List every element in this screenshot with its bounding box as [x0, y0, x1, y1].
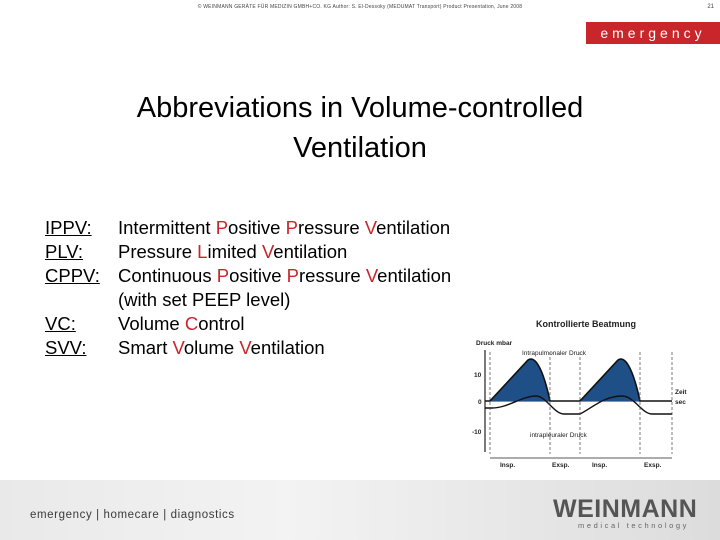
- highlighted-initial: P: [215, 217, 229, 238]
- abbreviation-row: [45, 216, 451, 240]
- time-axis-label: Zeit: [675, 389, 687, 396]
- abbreviation-definition: [118, 240, 347, 264]
- highlighted-initial: P: [286, 265, 299, 286]
- abbreviation-row: [45, 264, 451, 288]
- abbreviation-definition: [118, 264, 451, 288]
- slide-title: [60, 88, 660, 168]
- definition-text: Volume: [118, 313, 185, 334]
- abbreviation-definition: [118, 336, 325, 360]
- phase-label: Exsp.: [552, 462, 570, 469]
- definition-text: ositive: [228, 217, 286, 238]
- phase-label: Insp.: [592, 462, 608, 469]
- curve-label-intrapulmonary: Intrapulmonaler Druck: [522, 350, 586, 357]
- abbreviation-term: SVV:: [45, 337, 87, 358]
- logo-wordmark: WEINMANN: [553, 495, 698, 523]
- definition-text: ressure: [297, 217, 365, 238]
- definition-text: entilation: [376, 217, 451, 238]
- ventilation-pressure-diagram: [450, 312, 700, 470]
- highlighted-initial: V: [364, 217, 377, 238]
- page-number: 21: [707, 4, 714, 10]
- curve-label-intrapleural: intrapleuraler Druck: [530, 432, 587, 439]
- diagram-y-label: Druck mbar: [476, 340, 513, 347]
- phase-label: Exsp.: [644, 462, 662, 469]
- definition-text: ositive: [229, 265, 287, 286]
- time-axis-unit: sec: [675, 399, 686, 406]
- footer-bar: [0, 480, 720, 540]
- abbreviation-definition: [118, 312, 245, 336]
- inspiration-fill-area: [580, 359, 640, 401]
- definition-text: entilation: [273, 241, 348, 262]
- abbreviation-row: [45, 336, 451, 360]
- slide-title-line-1: Abbreviations in Volume-controlled: [136, 92, 584, 124]
- slide-title-line-2: Ventilation: [293, 132, 427, 164]
- abbreviation-definition: [118, 216, 450, 240]
- definition-text: imited: [207, 241, 262, 262]
- highlighted-initial: V: [365, 265, 378, 286]
- abbreviation-term: CPPV:: [45, 265, 100, 286]
- abbreviation-term: PLV:: [45, 241, 84, 262]
- highlighted-initial: V: [261, 241, 274, 262]
- highlighted-initial: V: [172, 337, 184, 358]
- y-tick-label: 0: [478, 399, 482, 406]
- weinmann-logo: [553, 495, 698, 533]
- definition-text: Intermittent: [118, 217, 216, 238]
- y-tick-label: -10: [472, 429, 482, 436]
- definition-text: Smart: [118, 337, 173, 358]
- phase-label: Insp.: [500, 462, 516, 469]
- highlighted-initial: L: [197, 241, 208, 262]
- definition-text: entilation: [250, 337, 325, 358]
- abbreviation-row: [45, 240, 451, 264]
- abbreviation-row: [45, 312, 451, 336]
- inspiration-fill-area: [490, 359, 550, 401]
- definition-text: ontrol: [198, 313, 245, 334]
- abbreviation-row: [45, 288, 451, 312]
- definition-text: ressure: [299, 265, 366, 286]
- definition-text: entilation: [377, 265, 452, 286]
- abbreviation-term: VC:: [45, 313, 76, 334]
- definition-text: (with set PEEP level): [118, 289, 291, 310]
- abbreviation-definition: [118, 288, 290, 312]
- brand-tab: emergency: [586, 22, 720, 44]
- footer-tagline: emergency | homecare | diagnostics: [30, 509, 235, 521]
- definition-text: Continuous: [118, 265, 217, 286]
- abbreviation-term: [45, 288, 118, 312]
- logo-subtitle: medical technology: [577, 521, 689, 530]
- highlighted-initial: V: [239, 337, 251, 358]
- diagram-heading: Kontrollierte Beatmung: [536, 319, 637, 329]
- definition-text: olume: [183, 337, 240, 358]
- y-tick-label: 10: [474, 372, 482, 379]
- definition-text: Pressure: [118, 241, 198, 262]
- highlighted-initial: P: [285, 217, 298, 238]
- highlighted-initial: C: [184, 313, 199, 334]
- header-running-text: © WEINMANN GERÄTE FÜR MEDIZIN GMBH+CO. KG Author: S. El-Dessoky (MEDUMAT Transport) Product Presentation, June 2008: [197, 4, 523, 10]
- highlighted-initial: P: [216, 265, 230, 286]
- abbreviation-list: [45, 216, 451, 360]
- abbreviation-term: IPPV:: [45, 217, 92, 238]
